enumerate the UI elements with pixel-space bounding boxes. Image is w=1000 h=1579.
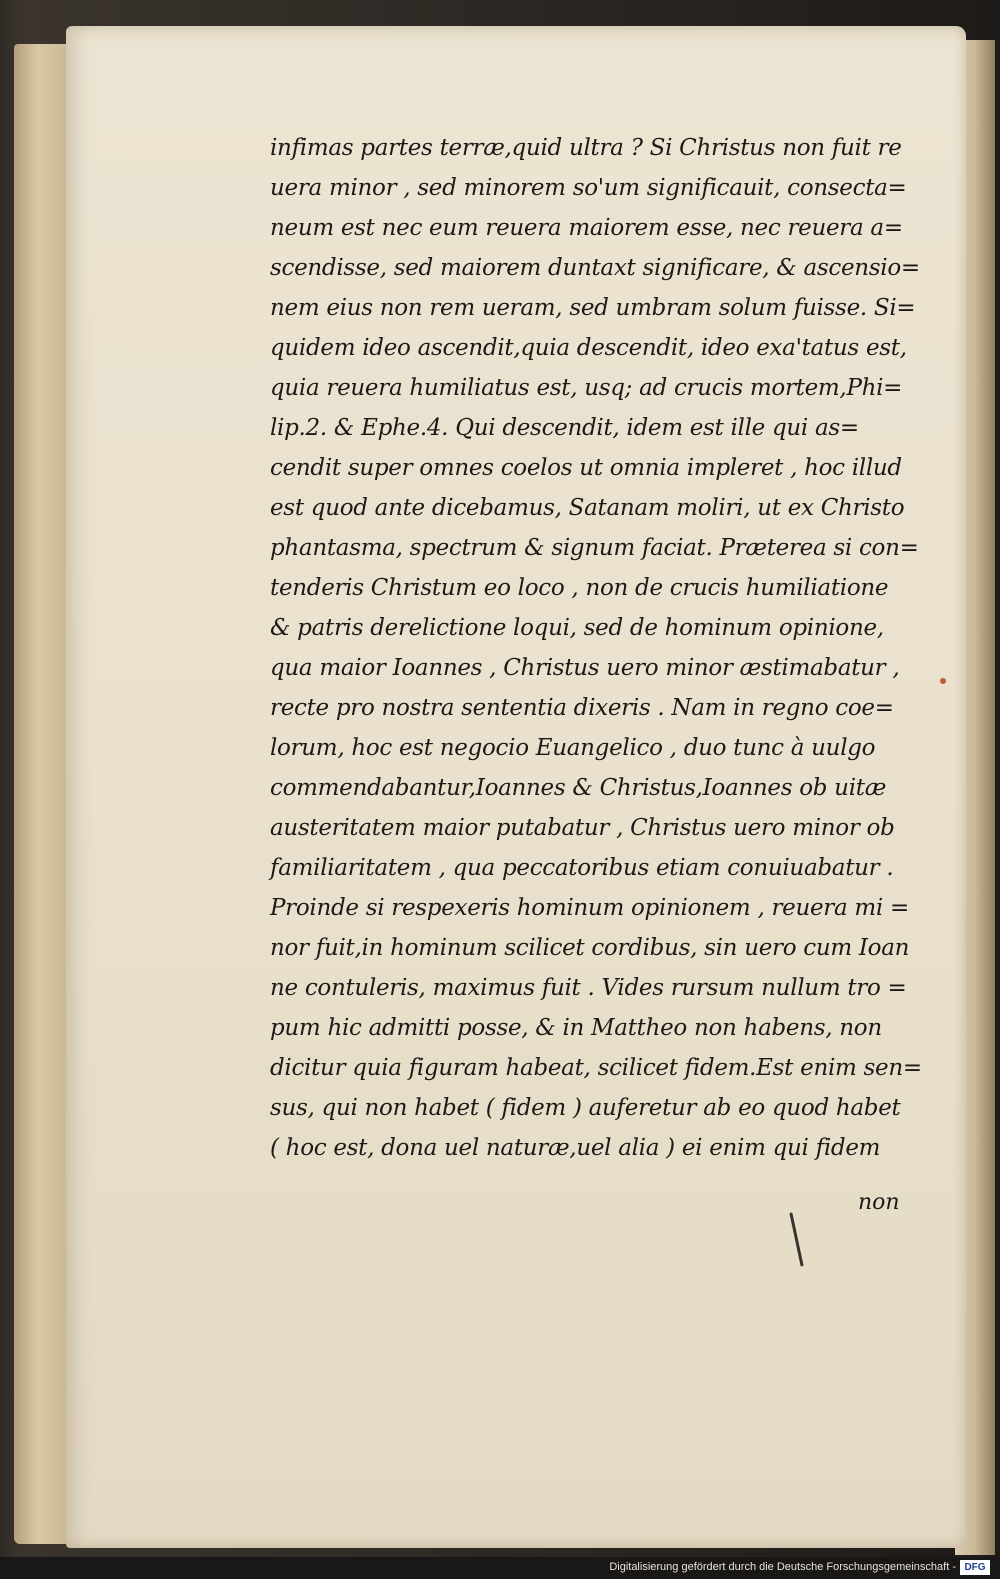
- text-line: cendit super omnes coelos ut omnia impleret , hoc illud: [270, 455, 902, 481]
- text-line: Proinde si respexeris hominum opinionem , reuera mi =: [270, 895, 909, 921]
- text-line: familiaritatem , qua peccatoribus etiam conuiuabatur .: [270, 855, 894, 881]
- text-line: est quod ante dicebamus, Satanam moliri, ut ex Christo: [270, 495, 905, 521]
- funding-notice: Digitalisierung gefördert durch die Deutsche Forschungsgemeinschaft -: [609, 1561, 956, 1573]
- text-line: ne contuleris, maximus fuit . Vides rursum nullum tro =: [270, 975, 907, 1001]
- text-line: ( hoc est, dona uel naturæ,uel alia ) ei enim qui fidem: [270, 1135, 881, 1161]
- text-line: & patris derelictione loqui, sed de hominum opinione,: [270, 615, 884, 641]
- text-line: recte pro nostra sententia dixeris . Nam in regno coe=: [270, 695, 894, 721]
- text-line: austeritatem maior putabatur , Christus uero minor ob: [270, 815, 895, 841]
- text-line: phantasma, spectrum & signum faciat. Præterea si con=: [270, 535, 919, 561]
- text-line: nem eius non rem ueram, sed umbram solum fuisse. Si=: [270, 295, 916, 321]
- dfg-logo: DFG: [960, 1560, 990, 1575]
- text-line: commendabantur,Ioannes & Christus,Ioannes ob uitæ: [270, 775, 887, 801]
- text-line: scendisse, sed maiorem duntaxt significare, & ascensio=: [270, 255, 920, 281]
- text-line: uera minor , sed minorem so'um significauit, consecta=: [270, 175, 907, 201]
- text-line: pum hic admitti posse, & in Mattheo non habens, non: [270, 1015, 882, 1041]
- text-line: quia reuera humiliatus est, usq; ad crucis mortem,Phi=: [270, 375, 903, 401]
- stain-spot: [940, 678, 946, 684]
- text-line: neum est nec eum reuera maiorem esse, nec reuera a=: [270, 215, 903, 241]
- text-line: lip.2. & Ephe.4. Qui descendit, idem est ille qui as=: [270, 415, 859, 441]
- text-line: quidem ideo ascendit,quia descendit, ideo exa'tatus est,: [270, 335, 907, 361]
- catchword: non: [858, 1190, 900, 1215]
- text-line: tenderis Christum eo loco , non de crucis humiliatione: [270, 575, 889, 601]
- text-line: dicitur quia figuram habeat, scilicet fidem.Est enim sen=: [270, 1055, 922, 1081]
- text-line: lorum, hoc est negocio Euangelico , duo tunc à uulgo: [270, 735, 876, 761]
- text-line: infimas partes terræ,quid ultra ? Si Christus non fuit re: [270, 135, 902, 161]
- text-line: qua maior Ioannes , Christus uero minor æstimabatur ,: [270, 655, 900, 681]
- text-line: sus, qui non habet ( fidem ) auferetur ab eo quod habet: [270, 1095, 901, 1121]
- page-text: [270, 128, 930, 1168]
- book-left-edge: [14, 44, 74, 1544]
- text-line: nor fuit,in hominum scilicet cordibus, sin uero cum Ioan: [270, 935, 910, 961]
